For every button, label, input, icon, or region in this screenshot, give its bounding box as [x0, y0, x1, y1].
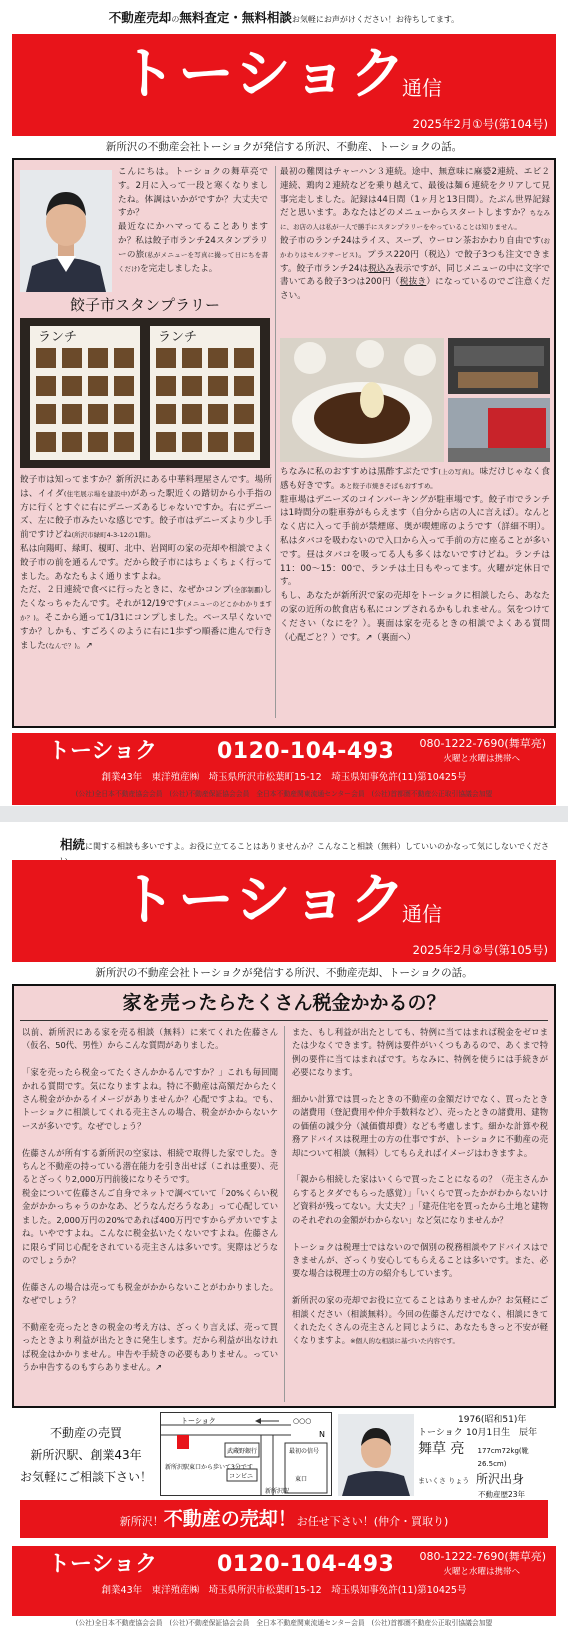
footer-mobile[interactable]: 080-1222-7690(舞草亮): [419, 737, 546, 750]
right-p1: 最初の難関はチャーハン３連続。途中、無意味に麻婆2連続、エビ２連続、鶏肉２連続などを乗り越えて、最後は麺６連続をクリアして見事完走しました。記録は44日間（1ヶ月と13日間）。たぶん世界記録だと思います。あなたはどのメニューからスタートしますか？: [280, 167, 550, 219]
left-p1b-note: (所沢市緑町4-3-12の1階): [71, 531, 148, 540]
intro-p2: 最近なにかハマってることありますか？私は餃子市ランチ24スタンプラリーの旅: [118, 222, 268, 260]
map-label-station: 新所沢駅: [265, 1488, 290, 1495]
profile-body: 177cm72kg(靴26.5cm): [477, 1447, 529, 1468]
profile-company: トーショク: [418, 1428, 463, 1438]
right-p2a-note: (おかわりはセルフサービス): [280, 236, 550, 259]
profile: [418, 1414, 552, 1501]
column-divider-2: [284, 1026, 285, 1402]
section-title: 餃子市スタンプラリー: [69, 296, 220, 314]
cta-pre: 新所沢！: [119, 1515, 164, 1528]
banner-main: 不動産売却: [108, 10, 172, 25]
access-map: [160, 1412, 332, 1496]
footer2-mobile[interactable]: 080-1222-7690(舞草亮): [419, 1550, 546, 1563]
left-p1c: 。: [147, 530, 157, 541]
map-label-bank: 武蔵野銀行: [227, 1448, 258, 1455]
access-map-graphic: [161, 1413, 331, 1495]
article-box-2: [12, 984, 556, 1408]
p2-right-p1: また、もし利益が出たとしても、特例に当てはまれば税金をゼロまたは少なくできます。特例は要件がいくつもあるので、あくまで特例の要件に当てはまればです。ちなみに、特例を使うには手続きが必要になります。: [292, 1027, 548, 1078]
right-p2b-underline: 税込み: [368, 263, 395, 274]
map-label-east: 東口: [295, 1476, 308, 1483]
right-p2c: 表示ですが、同じメニューの中に文字で書いてある餃子3つは200円（: [280, 263, 550, 288]
left-p3a-note: (全部制覇): [231, 586, 264, 595]
right-p1-note: ちなみに、お店の人は私が一人で勝手にスタンプラリーをやっていることは知りません。: [280, 209, 550, 232]
profile-name-row: [418, 1440, 552, 1471]
article-box: [12, 158, 556, 728]
intro-p2-note: (私がメニューを写真に撮って日にちを書くだけ): [118, 250, 268, 273]
newsletter-header-2: [12, 860, 556, 962]
promo-line1: 不動産の売買: [49, 1426, 122, 1440]
map-north: N: [319, 1430, 325, 1439]
promo: [18, 1422, 154, 1488]
restaurant-exterior-photo: [448, 398, 550, 462]
footer2-address: 創業43年 東洋殖産㈱ 埼玉県所沢市松葉町15-12 埼玉県知事免許(11)第10425号: [101, 1585, 467, 1596]
cta-bar[interactable]: [20, 1500, 548, 1538]
right-p4: 駐車場はデニーズのコインパーキングが駐車場です。餃子市でランチは1時間分の駐車券がもらえます（自分から店の人に言えば）。なんとなく店に入って手前が禁煙席、奥が喫煙席のようです（詳細不明）。私はタバコを吸わないので入口から入って手前の方に座ることが多いです。昼はタバコを吸ってる人も多くはないですけどね。ランチは11：00〜15：00で、ランチは土日もやってます。火曜が定休日です。: [280, 494, 550, 588]
map-label-walk: 新所沢駅東口から歩いて3分です: [165, 1464, 253, 1471]
author-portrait: [20, 170, 112, 292]
profile-hometown: 所沢出身: [476, 1472, 525, 1486]
menu-heading-right: ランチ: [158, 330, 198, 345]
menu-photo-image: [20, 318, 270, 468]
left-p1a-note: (住宅展示場を建設中): [63, 489, 131, 498]
column-divider: [275, 166, 276, 718]
profile-company-row: [418, 1427, 552, 1440]
p2-right-p5: 新所沢の家の売却でお役に立てることはありませんか？お気軽にご相談ください（相談無料）。今回の佐藤さんだけでなく、相談にきてくれたたくさんの売主さんと同じように、あなたもきっと不安が軽くなりますよ。: [292, 1295, 548, 1346]
right-p3a-note: (上の写真): [438, 468, 471, 476]
map-label-signal: 最初の信号: [289, 1448, 320, 1455]
footer-phone[interactable]: 0120-104-493: [217, 739, 395, 764]
left-p1b: があった駅近くの踏切から小手指の方に行くとすぐに右にデニーズあるじゃないですか。右にデニーズ、左に餃子市みたいな感じです。餃子市はデニーズより少し手前ですけどね: [20, 488, 272, 541]
profile-portrait-image: [338, 1414, 414, 1496]
left-p1a: 餃子市は知ってますか？新所沢にある中華料理屋さんです。場所は、イイダ: [20, 475, 272, 499]
profile-career: 不動産歴23年: [478, 1490, 526, 1499]
right-p3b: 。味だけじゃなく食感も好きです。: [280, 467, 550, 491]
profile-born: 1976(昭和51)年: [458, 1415, 527, 1425]
newsletter-subtitle: 通信: [402, 76, 442, 100]
right-p3b-note: あと餃子市焼きそばもおすすめ。: [339, 481, 437, 490]
map-label-toshoku: トーショク: [181, 1417, 216, 1425]
footer2-mobile-note: 火曜と水曜は携帯へ: [443, 1567, 520, 1577]
menu-photo: [20, 318, 270, 468]
profile-name: 舞草 亮: [418, 1441, 465, 1457]
newsletter-subtitle-2: 通信: [402, 902, 442, 926]
p2-right-p3: 「親から相続した家はいくらで買ったことになるの？（売主さんからするとタダでもらった感覚）」「いくらで買ったかがわからないけど資料が残ってない。大丈夫？」「建売住宅を買ったから土地と建物のそれぞれの金額がわからない」など気になりませんか？: [292, 1174, 548, 1225]
p2-right-p5-note: ※個人的な相談に基づいた内容です。: [350, 1337, 460, 1346]
p2-left-p4: 税金について佐藤さんご自身でネットで調べていて「20%くらい税金がかかっちゃうのかなあ、どうなんだろうなあ」って心配していました。2,000万円の20%であれば400万円ですからデカいですよね。いやですよね。こんなに税金払いたくないですよね。佐藤さんに限らず同じ心配をされている売主さんは多いです。実際はどうなのでしょうか？: [22, 1187, 278, 1265]
food-photo-main: [280, 338, 444, 462]
left-column: [20, 474, 272, 653]
right-column-bottom: [280, 466, 550, 645]
banner-note: お気軽にお声がけください！お待ちしてます。: [291, 15, 460, 24]
right-p2a: 餃子市のランチ24はライス、スープ、ウーロン茶おかわり自由です: [280, 235, 541, 246]
left-p3b: したくなっちゃたんです。それが12/19です: [20, 585, 272, 610]
issue-number: 2025年2月①号(第104号): [412, 117, 548, 131]
food-photo-main-image: [280, 338, 444, 462]
headline-rule: [20, 1020, 548, 1021]
right-column-2: [292, 1026, 548, 1349]
right-p2c-underline: 税抜き: [399, 277, 427, 288]
intro-text: [118, 166, 268, 276]
exterior-image: [448, 398, 550, 462]
banner2-note: に関する相談も多いですよ。お役に立てることはありませんか？こんなこと相談（無料）していいのかなって気にしないでくださ: [85, 842, 550, 851]
right-column-top: [280, 166, 550, 304]
restaurant-interior-photo: [448, 338, 550, 394]
promo-line3: お気軽にご相談下さい！: [19, 1470, 152, 1484]
menu-heading-left: ランチ: [38, 330, 78, 345]
left-p3a: ただ、２日連続で食べに行ったときに、なぜかコンプ: [20, 585, 232, 596]
newsletter-title: トーショク: [120, 42, 408, 107]
issue-number-2: 2025年2月②号(第105号): [412, 943, 548, 957]
tagline-2: 新所沢の不動産会社トーショクが発信する所沢、不動産売却、トーショクの話。: [95, 967, 473, 979]
page-divider: [0, 806, 568, 822]
tagline: 新所沢の不動産会社トーショクが発信する所沢、不動産、トーショクの話。: [105, 141, 463, 153]
top-banner: [0, 10, 568, 28]
left-p2: 私は向陽町、緑町、榎町、北中、岩岡町の家の売却や相談でよく餃子市の前を通るんです。だから餃子市にはちょくちょく行ってました。あなたもよく通りますよね。: [20, 543, 272, 582]
profile-portrait: [338, 1414, 414, 1496]
footer-assoc: (公社)全日本不動産協会会員 (公社)不動産保証協会会員 全日本不動産関東流通センター会員 (公社)首都圏不動産公正取引協議会加盟: [75, 790, 493, 798]
right-p2b: 。プラス220円（税込）で餃子3つも注文できます。餃子市ランチ24は: [280, 249, 550, 274]
left-p3c-note: (なんで？): [45, 641, 77, 650]
banner2-main: 相続: [60, 837, 86, 852]
promo-line2: 新所沢駅、創業43年: [30, 1448, 142, 1462]
banner-particle: の: [171, 15, 180, 24]
portrait-image: [20, 170, 112, 292]
right-p3a: ちなみに私のおすすめは黒酢すぶたです: [280, 467, 439, 477]
p2-right-p2: 細かい計算では買ったときの不動産の金額だけでなく、買ったときの諸費用（登記費用や仲介手数料など）、売ったときの諸費用、建物の価値の減少分（減価償却費）なども考慮します。細かな計算や税務アドバイスは税理士の方の仕事ですが、トーショクに不動産の売却について相談（無料）してもらえればイメージはわきますよ。: [292, 1094, 548, 1158]
info-strip: [12, 1410, 556, 1498]
right-p2d: ）になっているのでご注意ください。: [280, 277, 550, 302]
interior-image: [448, 338, 550, 394]
p2-left-p1: 以前、新所沢にある家を売る相談（無料）に来てくれた佐藤さん（仮名、50代、男性）からこんな質問がありました。: [22, 1027, 278, 1051]
cta-post: お任せ下さい！(仲介・買取り): [296, 1515, 449, 1528]
left-column-2: [22, 1026, 278, 1375]
left-p3d: 。↗: [76, 640, 93, 651]
p2-left-p6: 不動産を売ったときの税金の考え方は、ざっくり言えば、売って買ったときより利益が出たときに発生します。だから利益が出なければ税金はかかりません。申告や手続きの必要もありません。っていうか申告するのもすらありません。↗: [22, 1321, 278, 1373]
right-p5: もし、あなたが新所沢で家の売却をトーショクに相談したら、あなたの家の近所の飲食店も私にコンプされるかもしれません。気をつけてください（なにを？）。裏面は家を売るときの相談でよくある質問（心配ごと？）です。↗（裏面へ）: [280, 591, 550, 643]
left-p3b-note: (メニューのどこかわかりますか？): [20, 600, 272, 622]
footer-brand: トーショク: [48, 739, 158, 764]
map-label-convenience: コンビニ: [229, 1473, 254, 1480]
intro-p1: こんにちは。トーショクの舞草亮です。2月に入って一段と寒くなりましたね。体調はいかがですか？大丈夫ですか？: [118, 167, 268, 219]
profile-kana-row: [418, 1471, 552, 1488]
footer-address: 創業43年 東洋殖産㈱ 埼玉県所沢市松葉町15-12 埼玉県知事免許(11)第10425号: [101, 772, 467, 783]
banner-main2: 無料査定・無料相談: [179, 10, 292, 25]
footer-2: [12, 1546, 556, 1616]
p2-right-p4: トーショクは税理士ではないので個別の税務相談やアドバイスはできませんが、ざっくり安心してもらえることは多いです。また、必要な場合は税理士の方の紹介もしています。: [292, 1241, 548, 1279]
footer-mobile-note: 火曜と水曜は携帯へ: [443, 754, 520, 764]
p2-left-p2: 「家を売ったら税金ってたくさんかかるんですか？」これも毎回聞かれる質問です。気になりますよね。特に不動産は高額だからたくさん税金がかかるイメージがありませんか？心配ですよね。でも、トーショクに相談してくれる売主さんの場合、税金がかからないケースが多いです。なぜでしょう？: [22, 1067, 278, 1131]
footer2-phone[interactable]: 0120-104-493: [217, 1552, 395, 1577]
p2-left-p5: 佐藤さんの場合は売っても税金がかからないことがわかりました。なぜでしょう？: [22, 1281, 278, 1306]
profile-kana: まいくさ りょう: [418, 1477, 470, 1485]
left-p3c: 。そこから通って1/31にコンプしました。ペース早くないですか？しかも、すごろくのように右に1歩ずつ順番に進んで行きました: [20, 612, 272, 651]
footer2-assoc: (公社)全日本不動産協会会員 (公社)不動産保証協会会員 全日本不動産関東流通センター会員 (公社)首都圏不動産公正取引協議会加盟: [75, 1619, 493, 1627]
newsletter-title-2: トーショク: [120, 868, 408, 933]
profile-birthday: 10月1日生 辰年: [466, 1428, 538, 1438]
newsletter-header: [12, 34, 556, 136]
intro-p2-end: を完走しましたよ。: [140, 263, 218, 274]
footer2-brand: トーショク: [48, 1552, 158, 1577]
p2-left-p3: 佐藤さんが所有する新所沢の空家は、相続で取得した家でした。きちんと不動産の持っている潜在能力を引き出せば（これは重要）、売るとざっくり2,000万円前後になりそうです。: [22, 1147, 278, 1185]
cta-big: 不動産の売却！: [163, 1508, 297, 1530]
map-label-circles: ○○○: [293, 1417, 312, 1425]
headline: 家を売ったらたくさん税金かかるの？: [122, 992, 446, 1014]
